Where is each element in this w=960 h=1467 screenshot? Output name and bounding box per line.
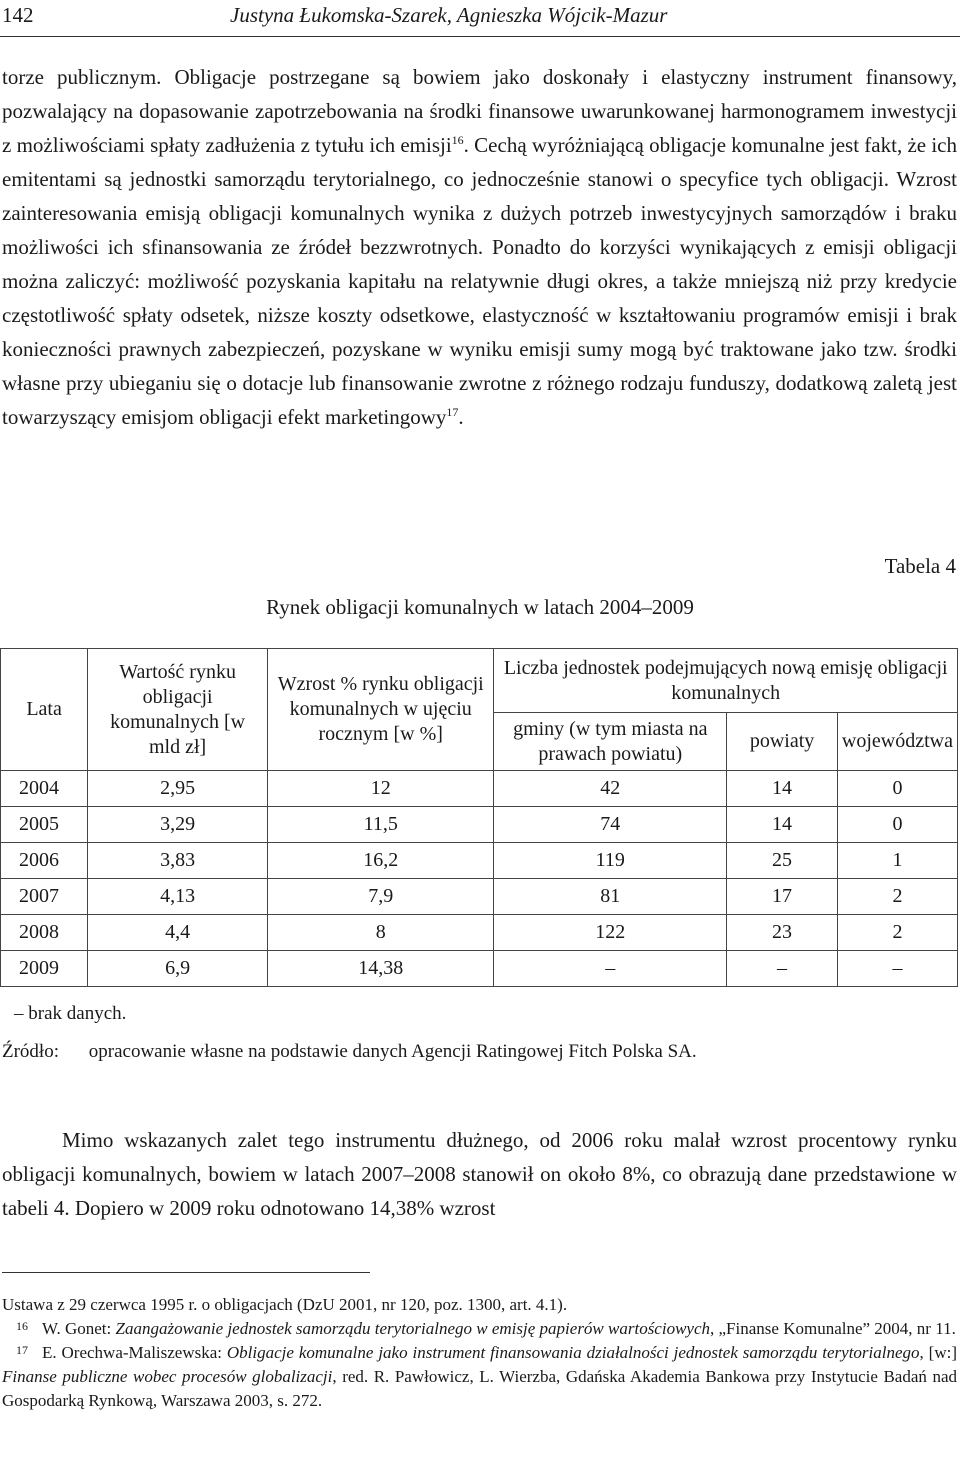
cell-gminy: – bbox=[494, 951, 727, 987]
table-note: – brak danych. bbox=[14, 1003, 127, 1024]
table-title: Rynek obligacji komunalnych w latach 2004–2009 bbox=[266, 595, 694, 619]
cell-powiaty: 17 bbox=[727, 879, 838, 915]
header-powiaty: powiaty bbox=[727, 713, 838, 771]
cell-growth: 8 bbox=[268, 915, 494, 951]
source-label: Źródło: bbox=[2, 1041, 59, 1062]
header-count-group: Liczba jednostek podejmujących nową emisję obligacji komunalnych bbox=[494, 649, 958, 713]
footnotes bbox=[2, 1293, 957, 1413]
table-row bbox=[1, 771, 958, 807]
footnote-17-title: Obligacje komunalne jako instrument finansowania działalności jednostek samorządu terytorialnego bbox=[226, 1343, 920, 1362]
header-year: Lata bbox=[1, 649, 88, 771]
cell-wojewodztwa: 0 bbox=[837, 771, 957, 807]
cell-value: 6,9 bbox=[88, 951, 268, 987]
page-number: 142 bbox=[2, 3, 34, 27]
cell-wojewodztwa: 0 bbox=[837, 807, 957, 843]
cell-gminy: 42 bbox=[494, 771, 727, 807]
footnote-16-title: Zaangażowanie jednostek samorządu terytorialnego w emisję papierów wartościowych bbox=[115, 1319, 711, 1338]
cell-gminy: 119 bbox=[494, 843, 727, 879]
cell-wojewodztwa: – bbox=[837, 951, 957, 987]
footnote-16-mark: 16 bbox=[16, 1319, 28, 1333]
cell-year: 2007 bbox=[1, 879, 88, 915]
cell-wojewodztwa: 2 bbox=[837, 879, 957, 915]
footnote-ref-16: 16 bbox=[451, 133, 464, 147]
page-header bbox=[0, 0, 960, 37]
footnote-16 bbox=[2, 1317, 957, 1341]
cell-year: 2008 bbox=[1, 915, 88, 951]
footnote-17 bbox=[2, 1341, 957, 1413]
cell-year: 2005 bbox=[1, 807, 88, 843]
cell-value: 4,13 bbox=[88, 879, 268, 915]
paragraph-1-text-b: . Cechą wyróżniającą obligacje komunalne jest fakt, że ich emitentami są jednostki samorządu terytorialnego, co jednocześnie stanowi o specyfice tych obligacji. Wzrost zainteresowania emisją obligacji komunalnych wynika z dużych potrzeb inwestycyjnych samorządów i braku możliwości ich sfinansowania ze źródeł bezzwrotnych. Ponadto do korzyści wynikających z emisji obligacji można zaliczyć: możliwość pozyskania kapitału na relatywnie długi okres, a także mniejszą niż przy kredycie częstotliwość spłaty odsetek, niższe koszty odsetkowe, elastyczność w kształtowaniu programów emisji i brak konieczności prawnych zabezpieczeń, pozyskane w wyniku emisji sumy mogą być traktowane jako tzw. środki własne przy ubieganiu się o dotacje lub finansowanie zwrotne z różnego rodzaju funduszy, dodatkową zaletą jest towarzyszący emisjom obligacji efekt marketingowy bbox=[2, 133, 957, 429]
footnote-16-author: W. Gonet: bbox=[42, 1319, 116, 1338]
cell-value: 3,83 bbox=[88, 843, 268, 879]
cell-powiaty: 25 bbox=[727, 843, 838, 879]
data-table bbox=[0, 648, 958, 987]
footnote-17-in: , [w:] bbox=[919, 1343, 957, 1362]
cell-value: 2,95 bbox=[88, 771, 268, 807]
source-text: opracowanie własne na podstawie danych Agencji Ratingowej Fitch Polska SA. bbox=[88, 1041, 697, 1062]
footnote-17-mark: 17 bbox=[16, 1343, 28, 1357]
cell-value: 4,4 bbox=[88, 915, 268, 951]
footnote-17-author: E. Orechwa-Maliszewska: bbox=[42, 1343, 227, 1362]
cell-value: 3,29 bbox=[88, 807, 268, 843]
cell-wojewodztwa: 2 bbox=[837, 915, 957, 951]
cell-powiaty: 14 bbox=[727, 807, 838, 843]
paragraph-2 bbox=[2, 1123, 957, 1225]
footnote-carry: Ustawa z 29 czerwca 1995 r. o obligacjach (DzU 2001, nr 120, poz. 1300, art. 4.1). bbox=[2, 1295, 568, 1314]
table-number: Tabela 4 bbox=[884, 554, 956, 578]
cell-gminy: 81 bbox=[494, 879, 727, 915]
header-wojewodztwa: województwa bbox=[837, 713, 957, 771]
cell-year: 2009 bbox=[1, 951, 88, 987]
footnote-17-book: Finanse publiczne wobec procesów globalizacji bbox=[2, 1367, 333, 1386]
cell-growth: 7,9 bbox=[268, 879, 494, 915]
paragraph-1-text-c: . bbox=[458, 405, 464, 429]
cell-growth: 14,38 bbox=[268, 951, 494, 987]
cell-powiaty: – bbox=[727, 951, 838, 987]
table-source bbox=[2, 1041, 697, 1063]
cell-year: 2006 bbox=[1, 843, 88, 879]
cell-wojewodztwa: 1 bbox=[837, 843, 957, 879]
cell-year: 2004 bbox=[1, 771, 88, 807]
running-head: Justyna Łukomska-Szarek, Agnieszka Wójcik-Mazur bbox=[230, 3, 668, 27]
table-row bbox=[1, 807, 958, 843]
footnote-16-source: , „Finanse Komunalne” 2004, nr 11. bbox=[710, 1319, 956, 1338]
table-row bbox=[1, 915, 958, 951]
table-row bbox=[1, 843, 958, 879]
header-gminy: gminy (w tym miasta na prawach powiatu) bbox=[494, 713, 727, 771]
cell-gminy: 74 bbox=[494, 807, 727, 843]
table-row bbox=[1, 951, 958, 987]
footnote-rule bbox=[2, 1272, 370, 1273]
header-value: Wartość rynku obligacji komunalnych [w mld zł] bbox=[88, 649, 268, 771]
footnote-17-details: , red. R. Pawłowicz, L. Wierzba, Gdańska Akademia Bankowa przy Instytucie Badań nad Gospodarką Rynkową, Warszawa 2003, s. 272. bbox=[2, 1367, 957, 1410]
paragraph-1-text-a: torze publicznym. Obligacje postrzegane są bowiem jako doskonały i elastyczny instrument finansowy, pozwalający na dopasowanie zapotrzebowania na środki finansowe uwarunkowanej harmonogramem inwestycji z możliwościami spłaty zadłużenia z tytułu ich emisji bbox=[2, 65, 957, 157]
cell-powiaty: 14 bbox=[727, 771, 838, 807]
footnote-ref-17: 17 bbox=[446, 405, 459, 419]
cell-growth: 12 bbox=[268, 771, 494, 807]
table-row bbox=[1, 879, 958, 915]
paragraph-2-text: Mimo wskazanych zalet tego instrumentu dłużnego, od 2006 roku malał wzrost procentowy rynku obligacji komunalnych, bowiem w latach 2007–2008 stanowił on około 8%, co obrazują dane przedstawione w tabeli 4. Dopiero w 2009 roku odnotowano 14,38% wzrost bbox=[2, 1128, 957, 1220]
cell-growth: 16,2 bbox=[268, 843, 494, 879]
cell-growth: 11,5 bbox=[268, 807, 494, 843]
paragraph-1 bbox=[2, 60, 957, 434]
cell-gminy: 122 bbox=[494, 915, 727, 951]
cell-powiaty: 23 bbox=[727, 915, 838, 951]
header-growth: Wzrost % rynku obligacji komunalnych w ujęciu rocznym [w %] bbox=[268, 649, 494, 771]
